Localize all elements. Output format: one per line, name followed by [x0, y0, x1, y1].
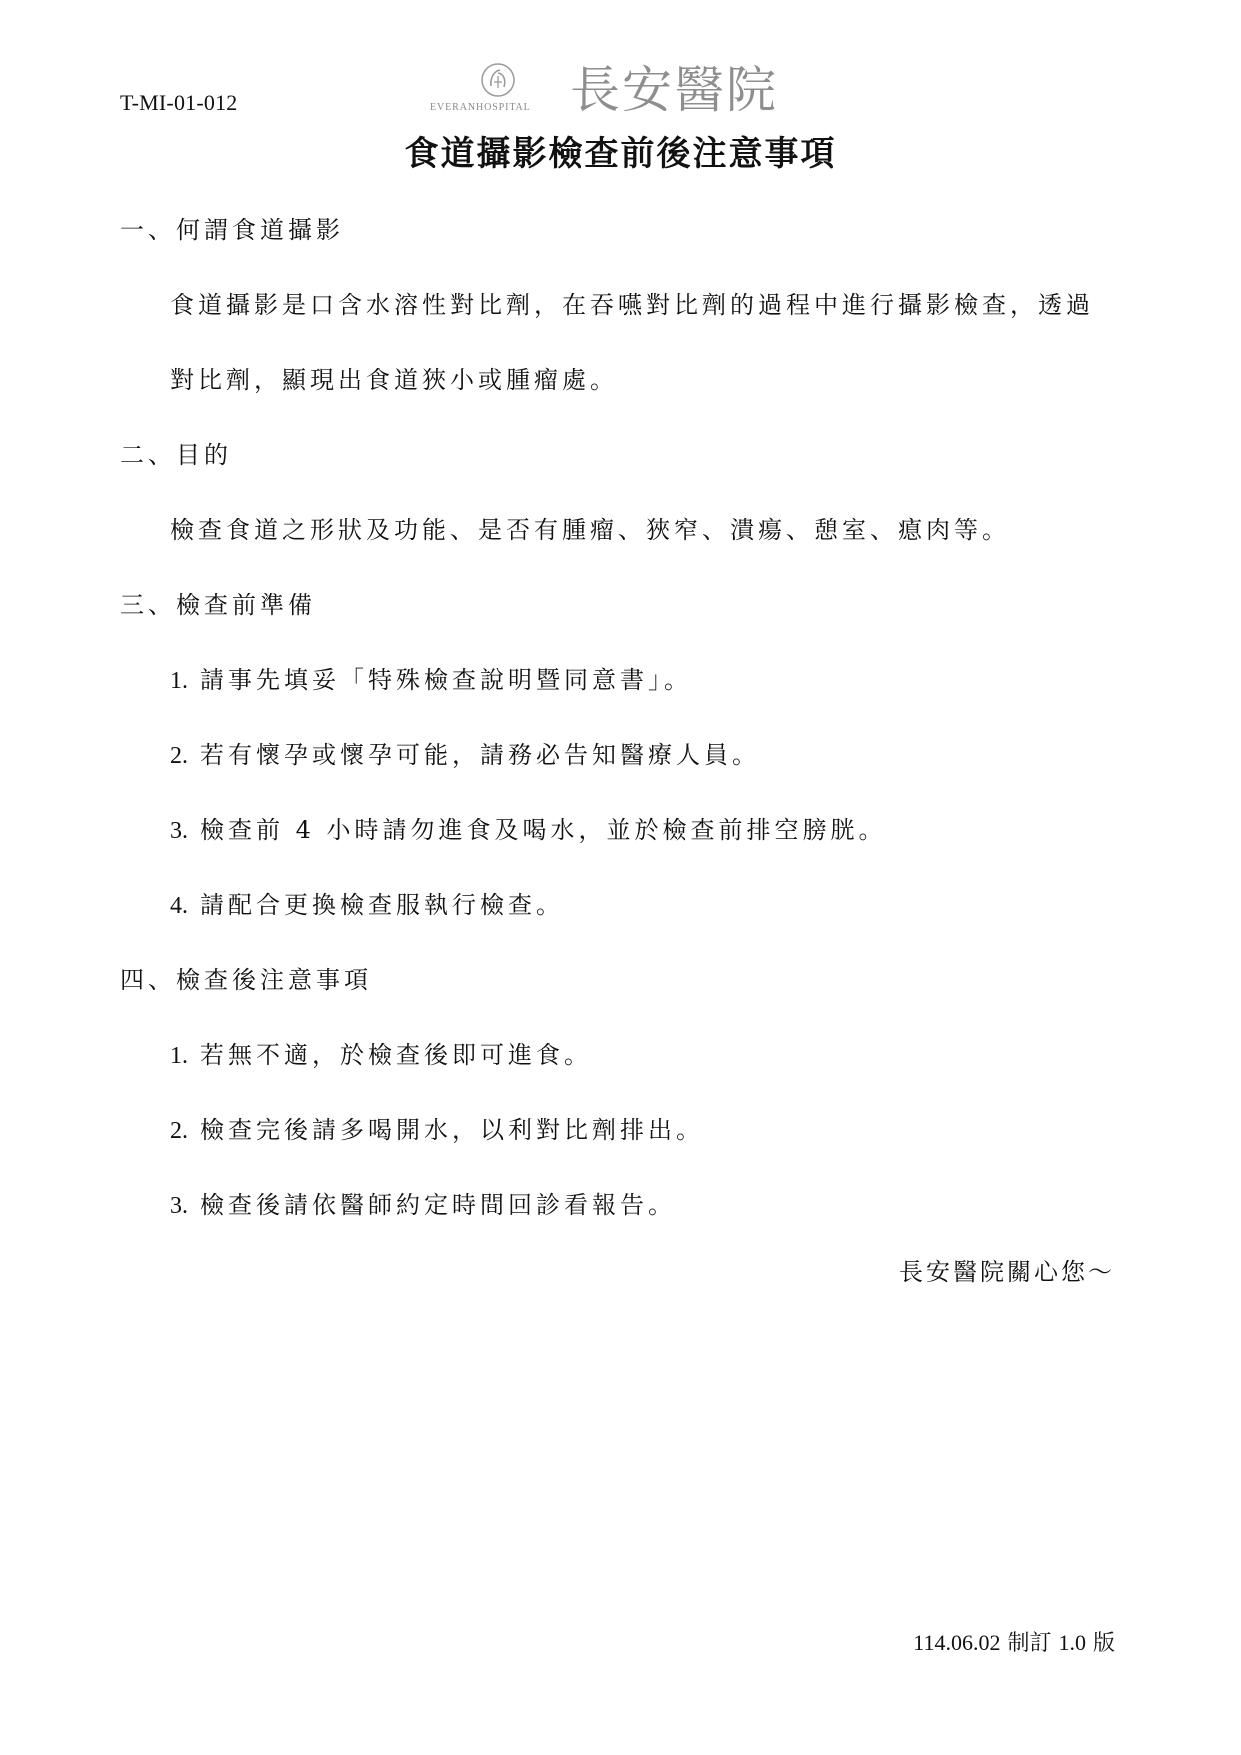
paragraph-line: 食道攝影是口含水溶性對比劑，在吞嚥對比劑的過程中進行攝影檢查，透過	[170, 291, 1094, 319]
version-revised-label: 制訂	[1007, 1631, 1052, 1656]
hospital-logo	[430, 58, 830, 124]
list-item-number: 4.	[170, 893, 188, 919]
paragraph-line: 檢查食道之形狀及功能、是否有腫瘤、狹窄、潰瘍、憩室、瘜肉等。	[170, 516, 1010, 544]
list-item-number: 3.	[170, 1193, 188, 1219]
list-item-number: 1.	[170, 668, 188, 694]
list-item-number: 1.	[170, 1043, 188, 1069]
list-item	[170, 663, 692, 698]
logo-chinese-name: 長安醫院	[570, 61, 778, 119]
hospital-emblem-icon	[478, 60, 518, 100]
version-edition-label: 版	[1092, 1631, 1115, 1656]
list-item-text: 檢查前 4 小時請勿進食及喝水，並於檢查前排空膀胱。	[200, 816, 887, 844]
list-item-number: 2.	[170, 1118, 188, 1144]
list-item	[170, 813, 887, 848]
document-code: T-MI-01-012	[120, 90, 238, 115]
list-item-text: 請配合更換檢查服執行檢查。	[200, 891, 564, 919]
logo-english-name: EVERANHOSPITAL	[430, 102, 531, 113]
list-item-text: 若有懷孕或懷孕可能，請務必告知醫療人員。	[200, 741, 760, 769]
version-date: 114.06.02	[913, 1630, 1001, 1655]
list-item	[170, 1113, 704, 1148]
paragraph-line: 對比劑，顯現出食道狹小或腫瘤處。	[170, 366, 618, 394]
section-heading: 二、目的	[120, 441, 232, 469]
version-footer	[913, 1628, 1115, 1659]
version-number: 1.0	[1058, 1630, 1086, 1655]
list-item	[170, 1188, 676, 1223]
section-heading: 四、檢查後注意事項	[120, 966, 372, 994]
list-item	[170, 738, 760, 773]
list-item	[170, 1038, 592, 1073]
list-item	[170, 888, 564, 923]
page-title: 食道攝影檢查前後注意事項	[404, 134, 837, 174]
closing-remark: 長安醫院關心您～	[899, 1258, 1115, 1286]
list-item-number: 3.	[170, 818, 188, 844]
list-item-text: 檢查後請依醫師約定時間回診看報告。	[200, 1191, 676, 1219]
section-heading: 三、檢查前準備	[120, 591, 316, 619]
list-item-number: 2.	[170, 743, 188, 769]
list-item-text: 檢查完後請多喝開水，以利對比劑排出。	[200, 1116, 704, 1144]
list-item-text: 若無不適，於檢查後即可進食。	[200, 1041, 592, 1069]
section-heading: 一、何謂食道攝影	[120, 216, 344, 244]
list-item-text: 請事先填妥「特殊檢查說明暨同意書」。	[200, 666, 692, 694]
